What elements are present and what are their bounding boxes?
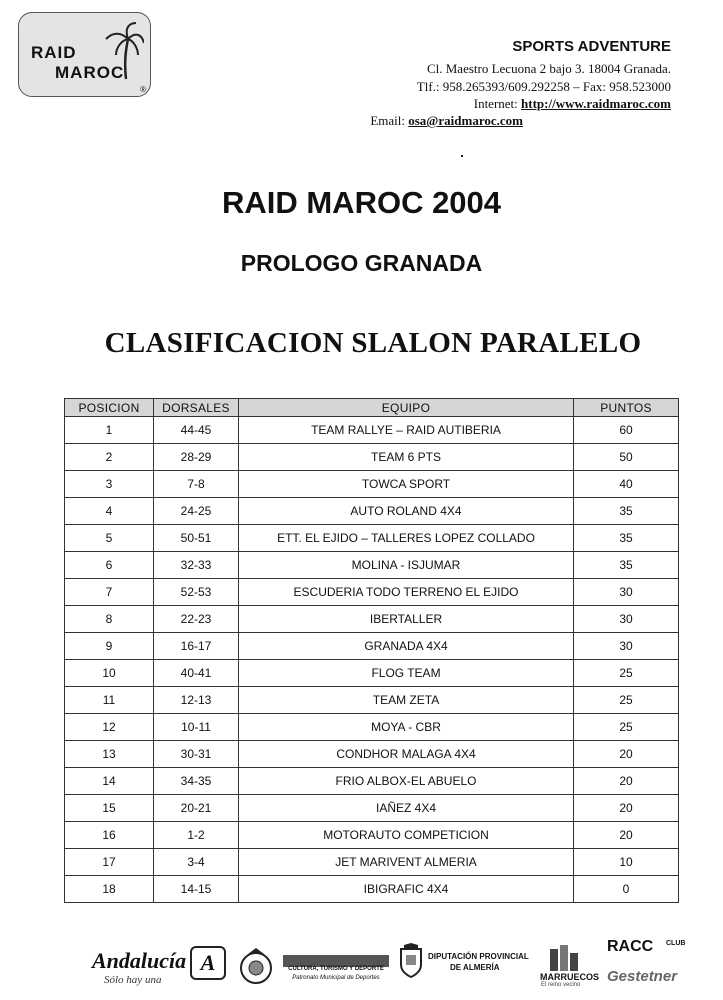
cell-puntos: 35 <box>574 552 679 579</box>
cell-equipo: MOTORAUTO COMPETICION <box>239 822 574 849</box>
page-subtitle: PROLOGO GRANADA <box>240 250 483 276</box>
cell-puntos: 25 <box>574 687 679 714</box>
table-row <box>65 714 679 741</box>
cell-puntos: 35 <box>574 525 679 552</box>
cell-posicion: 2 <box>65 444 154 471</box>
table-row <box>65 768 679 795</box>
marruecos-logo-icon <box>546 943 586 973</box>
cell-dorsales: 28-29 <box>154 444 239 471</box>
cell-equipo: JET MARIVENT ALMERIA <box>239 849 574 876</box>
registered-mark: ® <box>140 85 146 94</box>
table-row <box>65 525 679 552</box>
table-row <box>65 498 679 525</box>
cell-equipo: TEAM RALLYE – RAID AUTIBERIA <box>239 417 574 444</box>
table-row <box>65 606 679 633</box>
cell-dorsales: 12-13 <box>154 687 239 714</box>
cell-puntos: 25 <box>574 660 679 687</box>
gestetner-logo: Gestetner <box>607 968 678 985</box>
classification-heading: CLASIFICACION SLALON PARALELO <box>104 327 642 359</box>
table-row <box>65 876 679 903</box>
cell-dorsales: 32-33 <box>154 552 239 579</box>
cell-dorsales: 34-35 <box>154 768 239 795</box>
diputacion-line1: DIPUTACIÓN PROVINCIAL <box>428 952 529 961</box>
cell-equipo: TEAM 6 PTS <box>239 444 574 471</box>
granada-crest-icon <box>236 946 276 986</box>
col-header-equipo: EQUIPO <box>239 399 574 417</box>
cell-equipo: ESCUDERIA TODO TERRENO EL EJIDO <box>239 579 574 606</box>
cell-dorsales: 1-2 <box>154 822 239 849</box>
ayuntamiento-title: CULTURA, TURISMO Y DEPORTE <box>288 966 384 972</box>
cell-equipo: IBERTALLER <box>239 606 574 633</box>
website-link[interactable]: http://www.raidmaroc.com <box>521 96 671 111</box>
cell-posicion: 13 <box>65 741 154 768</box>
cell-posicion: 9 <box>65 633 154 660</box>
results-table <box>64 398 679 903</box>
cell-dorsales: 44-45 <box>154 417 239 444</box>
racc-club-text: CLUB <box>666 940 686 947</box>
raid-maroc-logo <box>18 12 151 97</box>
cell-posicion: 8 <box>65 606 154 633</box>
cell-equipo: FLOG TEAM <box>239 660 574 687</box>
page-title: RAID MAROC 2004 <box>221 185 502 220</box>
cell-posicion: 1 <box>65 417 154 444</box>
andalucia-tagline: Sólo hay una <box>104 974 162 986</box>
col-header-posicion: POSICION <box>65 399 154 417</box>
cell-equipo: GRANADA 4X4 <box>239 633 574 660</box>
marruecos-text: MARRUECOS <box>540 972 600 982</box>
cell-dorsales: 30-31 <box>154 741 239 768</box>
cell-equipo: ETT. EL EJIDO – TALLERES LOPEZ COLLADO <box>239 525 574 552</box>
cell-puntos: 35 <box>574 498 679 525</box>
cell-puntos: 20 <box>574 795 679 822</box>
ayuntamiento-sub: Patronato Municipal de Deportes <box>292 975 380 981</box>
email-label: Email: <box>370 113 405 128</box>
table-row <box>65 552 679 579</box>
marruecos-sub: El reino vecino <box>541 982 581 988</box>
cell-equipo: CONDHOR MALAGA 4X4 <box>239 741 574 768</box>
cell-equipo: IBIGRAFIC 4X4 <box>239 876 574 903</box>
cell-dorsales: 22-23 <box>154 606 239 633</box>
cell-puntos: 20 <box>574 768 679 795</box>
andalucia-mark: A <box>190 946 226 980</box>
table-row <box>65 795 679 822</box>
sponsor-footer <box>0 938 723 994</box>
cell-posicion: 4 <box>65 498 154 525</box>
cell-dorsales: 40-41 <box>154 660 239 687</box>
cell-posicion: 7 <box>65 579 154 606</box>
phone-line: Tlf.: 958.265393/609.292258 – Fax: 958.523000 <box>416 79 671 94</box>
cell-puntos: 20 <box>574 741 679 768</box>
cell-posicion: 17 <box>65 849 154 876</box>
cell-equipo: FRIO ALBOX-EL ABUELO <box>239 768 574 795</box>
cell-posicion: 6 <box>65 552 154 579</box>
cell-equipo: AUTO ROLAND 4X4 <box>239 498 574 525</box>
table-row <box>65 741 679 768</box>
cell-equipo: MOYA - CBR <box>239 714 574 741</box>
speck <box>461 155 463 157</box>
internet-line <box>474 96 671 112</box>
cell-puntos: 40 <box>574 471 679 498</box>
address-line: Cl. Maestro Lecuona 2 bajo 3. 18004 Granada. <box>426 61 671 76</box>
table-row <box>65 849 679 876</box>
cell-posicion: 11 <box>65 687 154 714</box>
table-row <box>65 687 679 714</box>
cell-puntos: 30 <box>574 579 679 606</box>
cell-dorsales: 24-25 <box>154 498 239 525</box>
cell-posicion: 3 <box>65 471 154 498</box>
cell-puntos: 10 <box>574 849 679 876</box>
table-header-row <box>65 399 679 417</box>
table-row <box>65 471 679 498</box>
cell-puntos: 0 <box>574 876 679 903</box>
cell-posicion: 5 <box>65 525 154 552</box>
col-header-puntos: PUNTOS <box>574 399 679 417</box>
diputacion-line2: DE ALMERÍA <box>450 963 500 972</box>
cell-puntos: 30 <box>574 606 679 633</box>
cell-dorsales: 52-53 <box>154 579 239 606</box>
table-row <box>65 822 679 849</box>
table-row <box>65 579 679 606</box>
table-row <box>65 417 679 444</box>
cell-dorsales: 16-17 <box>154 633 239 660</box>
cell-puntos: 50 <box>574 444 679 471</box>
logo-text-maroc: MAROC <box>55 63 125 82</box>
cell-dorsales: 50-51 <box>154 525 239 552</box>
cell-posicion: 15 <box>65 795 154 822</box>
racc-logo: RACC <box>607 938 654 955</box>
cell-dorsales: 14-15 <box>154 876 239 903</box>
cell-dorsales: 3-4 <box>154 849 239 876</box>
table-row <box>65 660 679 687</box>
cell-dorsales: 20-21 <box>154 795 239 822</box>
results-body <box>65 417 679 903</box>
table-row <box>65 444 679 471</box>
cell-puntos: 20 <box>574 822 679 849</box>
cell-posicion: 18 <box>65 876 154 903</box>
cell-puntos: 60 <box>574 417 679 444</box>
diputacion-crest-icon <box>398 943 424 979</box>
cell-dorsales: 10-11 <box>154 714 239 741</box>
col-header-dorsales: DORSALES <box>154 399 239 417</box>
company-name: SPORTS ADVENTURE <box>512 38 671 55</box>
cell-equipo: IAÑEZ 4X4 <box>239 795 574 822</box>
cell-dorsales: 7-8 <box>154 471 239 498</box>
table-row <box>65 633 679 660</box>
cell-puntos: 30 <box>574 633 679 660</box>
cell-equipo: TEAM ZETA <box>239 687 574 714</box>
cell-equipo: TOWCA SPORT <box>239 471 574 498</box>
email-line <box>370 113 523 129</box>
email-link[interactable]: osa@raidmaroc.com <box>408 113 523 128</box>
cell-posicion: 12 <box>65 714 154 741</box>
cell-posicion: 10 <box>65 660 154 687</box>
cell-puntos: 25 <box>574 714 679 741</box>
cell-posicion: 16 <box>65 822 154 849</box>
logo-text-raid: RAID <box>31 43 77 62</box>
cell-equipo: MOLINA - ISJUMAR <box>239 552 574 579</box>
andalucia-logo: Andalucía <box>92 948 187 973</box>
cell-posicion: 14 <box>65 768 154 795</box>
internet-label: Internet: <box>473 96 518 111</box>
